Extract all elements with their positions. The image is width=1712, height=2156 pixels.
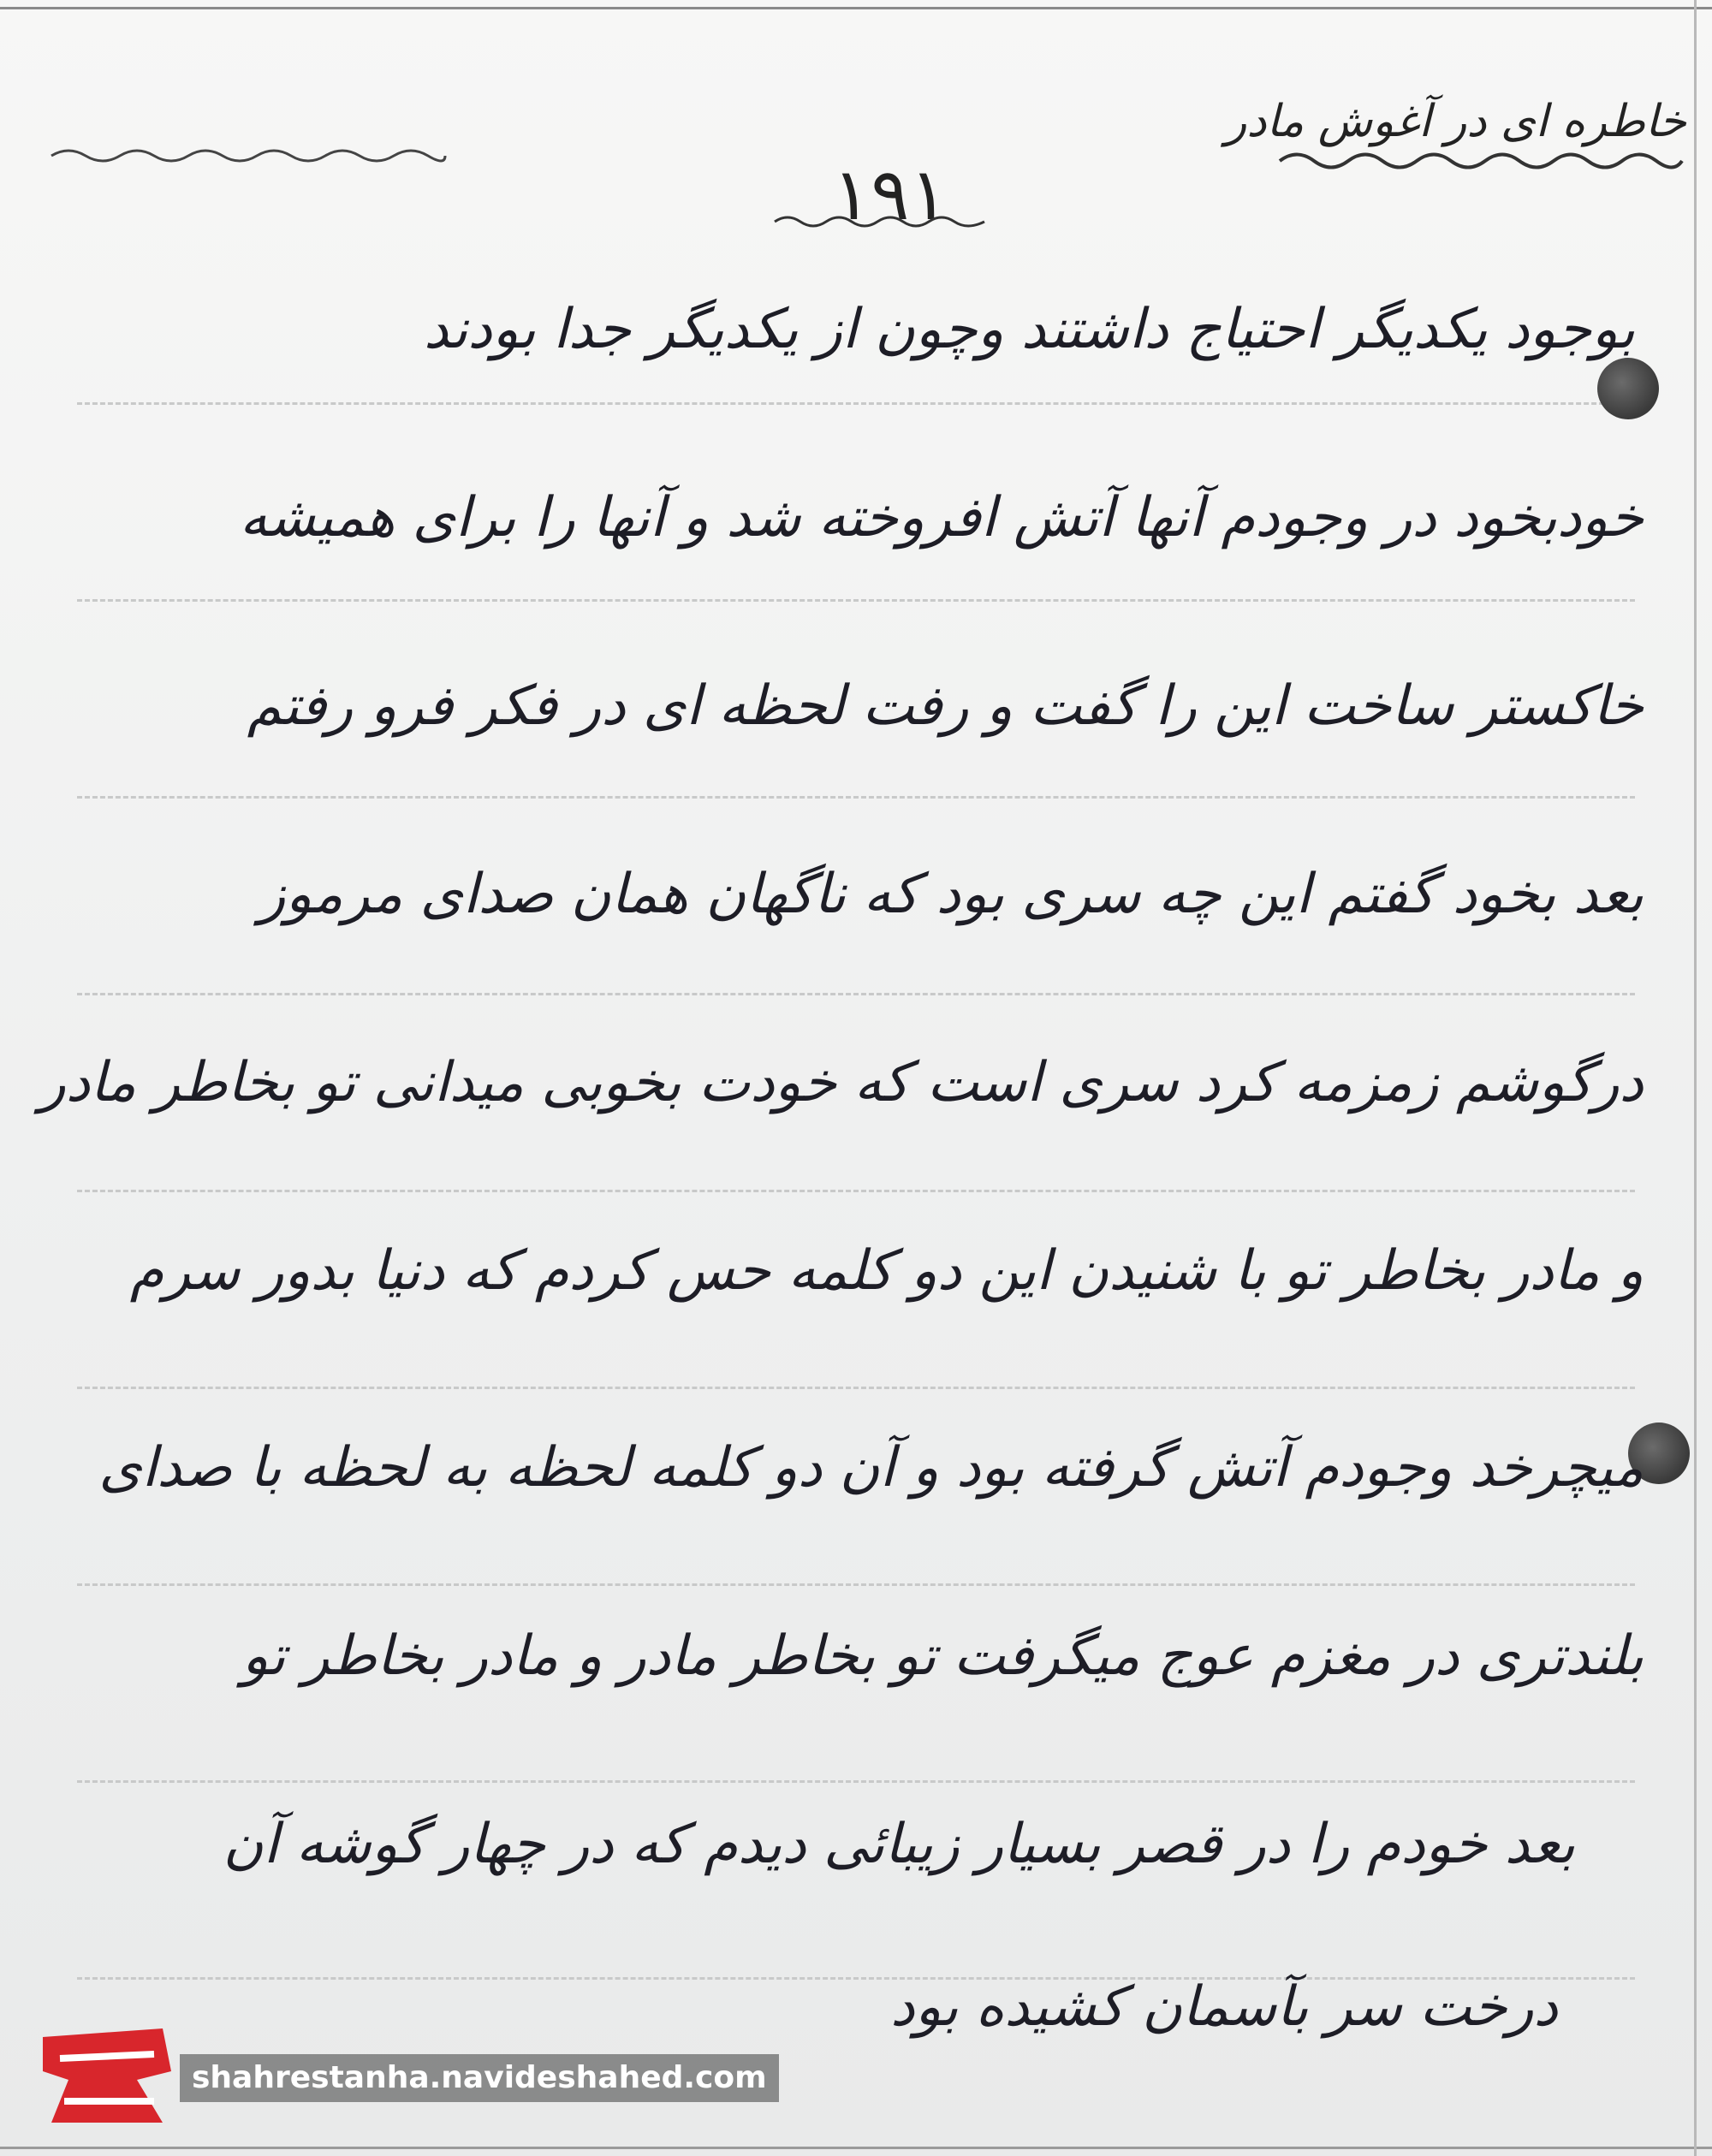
site-url: shahrestanha.navideshahed.com (180, 2054, 779, 2102)
right-page-edge (1694, 0, 1697, 2156)
text-line-5: درگوشم زمزمه کرد سری است که خودت بخوبی میدانی تو بخاطر مادر (39, 1051, 1644, 1114)
ruled-line (77, 599, 1635, 602)
page-number: ۱۹۱ (832, 152, 948, 236)
ruled-line (77, 1190, 1635, 1192)
header-title: خاطره ای در آغوش مادر (1225, 96, 1686, 147)
site-watermark (34, 2020, 767, 2131)
header-underline (1275, 144, 1686, 178)
text-line-10: درخت سر بآسمان کشیده بود (890, 1975, 1558, 2039)
ruled-line (77, 402, 1635, 405)
left-underline (47, 139, 449, 173)
text-line-7: میچرخد وجودم آتش گرفته بود و آن دو کلمه لحظه به لحظه با صدای (98, 1436, 1644, 1500)
ruled-line (77, 1387, 1635, 1389)
text-line-4: بعد بخود گفتم این چه سری بود که ناگهان همان صدای مرموز (259, 863, 1644, 926)
page-number-underline (770, 209, 993, 235)
ruled-line (77, 1583, 1635, 1586)
text-line-2: خودبخود در وجودم آنها آتش افروخته شد و آنها را برای همیشه (239, 486, 1644, 549)
text-line-6: و مادر بخاطر تو با شنیدن این دو کلمه حس کردم که دنیا بدور سرم (129, 1239, 1644, 1303)
text-line-1: بوجود یکدیگر احتیاج داشتند وچون از یکدیگر جدا بودند (423, 298, 1635, 361)
text-line-9: بعد خودم را در قصر بسیار زیبائی دیدم که در چهار گوشه آن (223, 1813, 1575, 1876)
ruled-line (77, 1780, 1635, 1783)
text-line-8: بلندتری در مغزم عوج میگرفت تو بخاطر مادر و مادر بخاطر تو (241, 1624, 1644, 1688)
text-line-3: خاکستر ساخت این را گفت و رفت لحظه ای در فکر فرو رفتم (247, 674, 1644, 738)
navideshahed-logo (34, 2020, 180, 2131)
bottom-scan-border (0, 2147, 1712, 2149)
top-scan-border (0, 7, 1712, 9)
ruled-line (77, 993, 1635, 995)
ruled-line (77, 796, 1635, 799)
